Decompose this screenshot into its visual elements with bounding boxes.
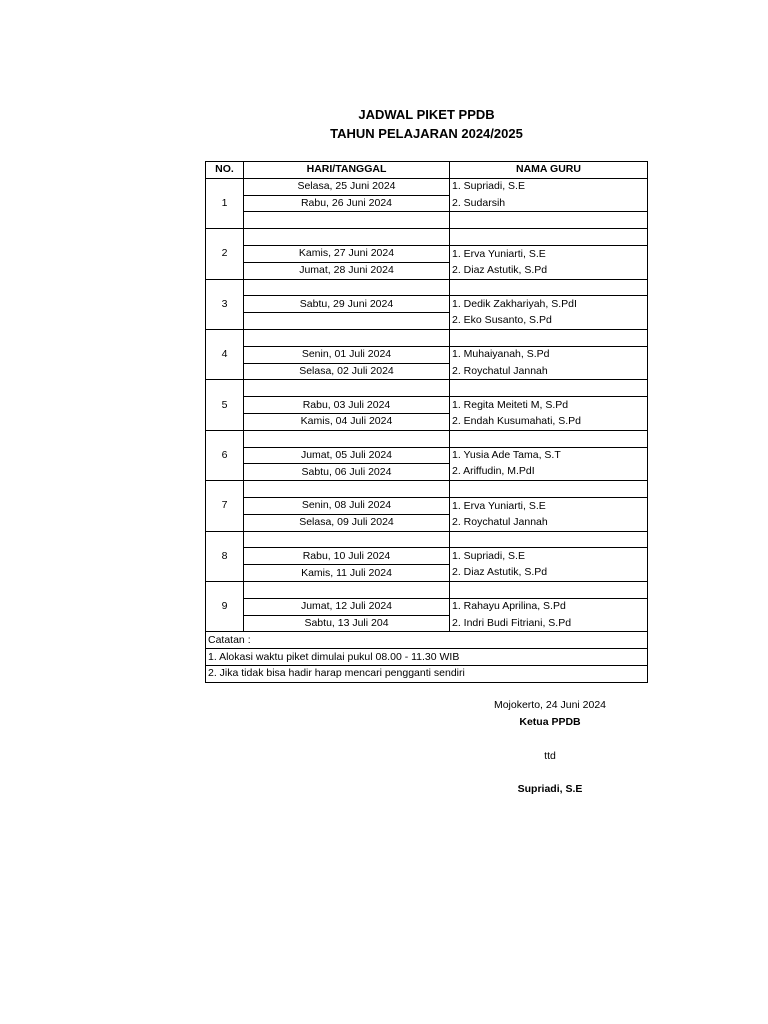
table-row <box>206 363 648 380</box>
header-no: NO. <box>206 162 244 179</box>
spacer-row <box>206 279 648 296</box>
header-name: NAMA GURU <box>450 162 648 179</box>
schedule-table <box>205 161 648 683</box>
teacher-name-cell: 1. Supriadi, S.E <box>450 548 648 565</box>
date-cell: Selasa, 02 Juli 2024 <box>244 363 450 380</box>
empty-cell <box>244 430 450 447</box>
group-number: 2 <box>206 229 244 279</box>
group-number: 4 <box>206 329 244 379</box>
date-cell: Rabu, 10 Juli 2024 <box>244 548 450 565</box>
schedule-body <box>206 178 648 632</box>
table-row <box>206 413 648 430</box>
table-row <box>206 548 648 565</box>
date-cell <box>244 313 450 330</box>
signature-role: Ketua PPDB <box>519 716 581 728</box>
date-cell: Kamis, 04 Juli 2024 <box>244 413 450 430</box>
empty-cell <box>450 380 648 397</box>
table-row <box>206 296 648 313</box>
table-row <box>206 346 648 363</box>
teacher-name-cell: 2. Eko Susanto, S.Pd <box>450 313 648 330</box>
notes-heading: Catatan : <box>206 632 648 649</box>
date-cell: Senin, 01 Juli 2024 <box>244 346 450 363</box>
table-row <box>206 178 648 195</box>
group-number: 5 <box>206 380 244 430</box>
date-cell: Sabtu, 13 Juli 204 <box>244 615 450 632</box>
document-subtitle: TAHUN PELAJARAN 2024/2025 <box>330 126 523 141</box>
spacer-row <box>206 229 648 246</box>
group-number: 9 <box>206 581 244 631</box>
teacher-name-cell: 1. Muhaiyanah, S.Pd <box>450 346 648 363</box>
teacher-name-cell: 1. Dedik Zakhariyah, S.PdI <box>450 296 648 313</box>
table-row <box>206 397 648 414</box>
date-cell: Jumat, 12 Juli 2024 <box>244 598 450 615</box>
group-number: 1 <box>206 178 244 228</box>
header-date: HARI/TANGGAL <box>244 162 450 179</box>
table-row <box>206 195 648 212</box>
note-row <box>206 665 648 682</box>
empty-cell <box>450 329 648 346</box>
empty-cell <box>450 279 648 296</box>
teacher-name-cell: 2. Roychatul Jannah <box>450 363 648 380</box>
signature-place-date: Mojokerto, 24 Juni 2024 <box>493 699 607 711</box>
teacher-name-cell: 1. Rahayu Aprilina, S.Pd <box>450 598 648 615</box>
teacher-name-cell: 2. Sudarsih <box>450 195 648 212</box>
empty-cell <box>450 229 648 246</box>
empty-cell <box>244 329 450 346</box>
spacer-row <box>206 329 648 346</box>
table-row <box>206 313 648 330</box>
spacer-row <box>206 430 648 447</box>
teacher-name-cell: 2. Ariffudin, M.PdI <box>450 464 648 481</box>
signature-name: Supriadi, S.E <box>517 783 583 795</box>
group-number: 6 <box>206 430 244 480</box>
empty-cell <box>244 279 450 296</box>
empty-cell <box>244 212 450 229</box>
table-row <box>206 497 648 514</box>
table-header-row <box>206 162 648 179</box>
table-row <box>206 447 648 464</box>
date-cell: Rabu, 03 Juli 2024 <box>244 397 450 414</box>
date-cell: Jumat, 05 Juli 2024 <box>244 447 450 464</box>
teacher-name-cell: 1. Regita Meiteti M, S.Pd <box>450 397 648 414</box>
table-row <box>206 464 648 481</box>
empty-cell <box>244 531 450 548</box>
teacher-name-cell: 1. Erva Yuniarti, S.E <box>450 245 648 262</box>
date-cell: Senin, 08 Juli 2024 <box>244 497 450 514</box>
date-cell: Jumat, 28 Juni 2024 <box>244 262 450 279</box>
empty-cell <box>244 481 450 498</box>
date-cell: Kamis, 27 Juni 2024 <box>244 245 450 262</box>
table-row <box>206 514 648 531</box>
empty-cell <box>450 430 648 447</box>
spacer-row <box>206 380 648 397</box>
empty-cell <box>450 481 648 498</box>
empty-cell <box>244 229 450 246</box>
teacher-name-cell: 1. Erva Yuniarti, S.E <box>450 497 648 514</box>
teacher-name-cell: 2. Endah Kusumahati, S.Pd <box>450 413 648 430</box>
empty-cell <box>450 531 648 548</box>
date-cell: Rabu, 26 Juni 2024 <box>244 195 450 212</box>
empty-cell <box>450 212 648 229</box>
group-number: 3 <box>206 279 244 329</box>
teacher-name-cell: 1. Yusia Ade Tama, S.T <box>450 447 648 464</box>
note-item-1: 1. Alokasi waktu piket dimulai pukul 08.00 - 11.30 WIB <box>206 649 648 666</box>
date-cell: Sabtu, 29 Juni 2024 <box>244 296 450 313</box>
teacher-name-cell: 2. Diaz Astutik, S.Pd <box>450 262 648 279</box>
date-cell: Selasa, 25 Juni 2024 <box>244 178 450 195</box>
empty-cell <box>244 581 450 598</box>
teacher-name-cell: 1. Supriadi, S.E <box>450 178 648 195</box>
spacer-row <box>206 481 648 498</box>
signature-ttd: ttd <box>544 750 556 762</box>
date-cell: Kamis, 11 Juli 2024 <box>244 565 450 582</box>
teacher-name-cell: 2. Diaz Astutik, S.Pd <box>450 565 648 582</box>
table-row <box>206 262 648 279</box>
note-item-2: 2. Jika tidak bisa hadir harap mencari pengganti sendiri <box>206 665 648 682</box>
teacher-name-cell: 2. Roychatul Jannah <box>450 514 648 531</box>
table-row <box>206 615 648 632</box>
spacer-row <box>206 581 648 598</box>
group-number: 7 <box>206 481 244 531</box>
table-row <box>206 598 648 615</box>
document-title: JADWAL PIKET PPDB <box>358 107 495 122</box>
note-row <box>206 649 648 666</box>
date-cell: Sabtu, 06 Juli 2024 <box>244 464 450 481</box>
table-row <box>206 565 648 582</box>
group-number: 8 <box>206 531 244 581</box>
date-cell: Selasa, 09 Juli 2024 <box>244 514 450 531</box>
empty-cell <box>244 380 450 397</box>
spacer-row <box>206 531 648 548</box>
table-row <box>206 245 648 262</box>
notes-heading-row <box>206 632 648 649</box>
empty-cell <box>450 581 648 598</box>
teacher-name-cell: 2. Indri Budi Fitriani, S.Pd <box>450 615 648 632</box>
spacer-row <box>206 212 648 229</box>
